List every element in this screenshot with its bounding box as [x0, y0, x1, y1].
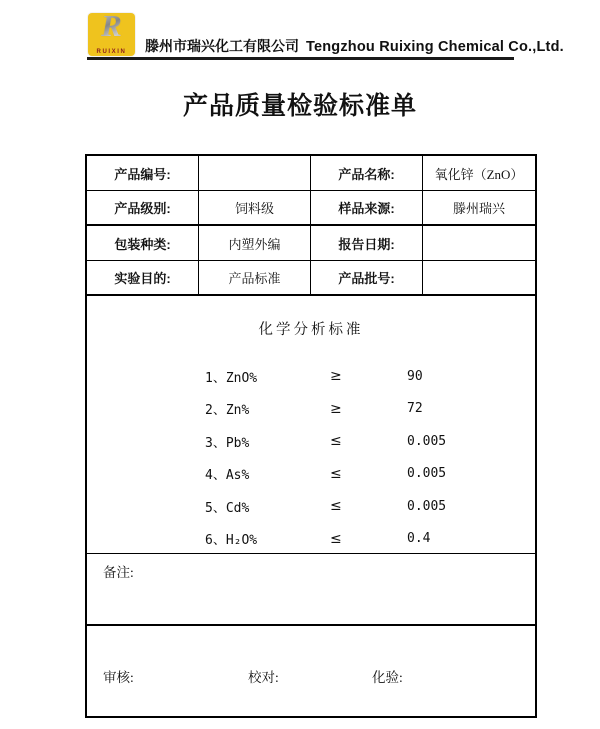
analysis-item-value: 72: [407, 401, 423, 417]
product-number-value: [199, 156, 311, 190]
chemical-analysis-section: [87, 296, 535, 554]
remarks-label: 备注:: [103, 565, 134, 580]
analysis-item: [87, 458, 535, 491]
analysis-item: [87, 523, 535, 556]
company-name-chinese: 滕州市瑞兴化工有限公司: [145, 40, 299, 55]
table-row-product-number-name: [87, 156, 535, 191]
analysis-item-value: 0.005: [407, 466, 447, 482]
analysis-item: [87, 490, 535, 523]
product-name-label: 产品名称:: [311, 156, 423, 190]
package-type-label: 包装种类:: [87, 226, 199, 260]
review-label: 审核:: [103, 670, 134, 685]
company-logo: [88, 8, 135, 56]
experiment-purpose-label: 实验目的:: [87, 261, 199, 294]
page-title: 产品质量检验标准单: [182, 92, 417, 120]
sample-source-label: 样品来源:: [311, 191, 423, 224]
analysis-item-value: 0.005: [407, 433, 447, 449]
signoff-cell: [87, 626, 535, 716]
chemical-analysis-title: 化学分析标准: [258, 322, 364, 338]
product-grade-value: 饲料级: [199, 191, 311, 224]
analysis-item-name: 3、Pb%: [205, 435, 250, 451]
header-divider-rule: [87, 57, 514, 60]
analysis-item-operator: ≥: [330, 368, 342, 385]
proofread-label: 校对:: [248, 670, 279, 685]
logo-r-icon: R: [88, 9, 135, 43]
analysis-item: [87, 360, 535, 393]
analysis-item-name: 2、Zn%: [205, 403, 250, 419]
analysis-item-name: 1、ZnO%: [205, 370, 258, 386]
analysis-item: [87, 425, 535, 458]
sample-source-value: 滕州瑞兴: [452, 201, 505, 216]
analysis-item: [87, 393, 535, 426]
chemical-analysis-list: [87, 360, 535, 555]
product-batch-value: [423, 261, 535, 294]
product-name-value: 氧化锌（ZnO）: [434, 166, 524, 182]
analysis-item-operator: ≤: [330, 498, 342, 515]
analysis-item-name: 6、H₂O%: [205, 533, 258, 549]
analysis-item-operator: ≤: [330, 465, 342, 482]
report-date-value: [423, 226, 535, 260]
company-name-english: Tengzhou Ruixing Chemical Co.,Ltd.: [306, 39, 564, 55]
table-row-package-date: [87, 226, 535, 261]
analysis-item-name: 5、Cd%: [205, 500, 250, 516]
table-row-grade-source: [87, 191, 535, 226]
table-row-purpose-batch: [87, 261, 535, 296]
company-name-line: [145, 36, 564, 56]
package-type-value: 内塑外编: [199, 226, 311, 260]
report-date-label: 报告日期:: [311, 226, 423, 260]
remarks-cell: [87, 554, 535, 626]
product-batch-label: 产品批号:: [311, 261, 423, 294]
analysis-item-value: 90: [407, 368, 423, 384]
experiment-purpose-value: 产品标准: [199, 261, 311, 294]
product-number-label: 产品编号:: [87, 156, 199, 190]
analysis-item-name: 4、As%: [205, 468, 250, 484]
test-label: 化验:: [372, 670, 403, 685]
inspection-sheet-table: [85, 154, 537, 718]
product-grade-label: 产品级别:: [87, 191, 199, 224]
analysis-item-operator: ≤: [330, 530, 342, 547]
analysis-item-operator: ≥: [330, 400, 342, 417]
logo-brand-text: RUIXIN: [96, 49, 127, 55]
analysis-item-value: 0.4: [407, 531, 431, 547]
analysis-item-operator: ≤: [330, 433, 342, 450]
analysis-item-value: 0.005: [407, 498, 447, 514]
